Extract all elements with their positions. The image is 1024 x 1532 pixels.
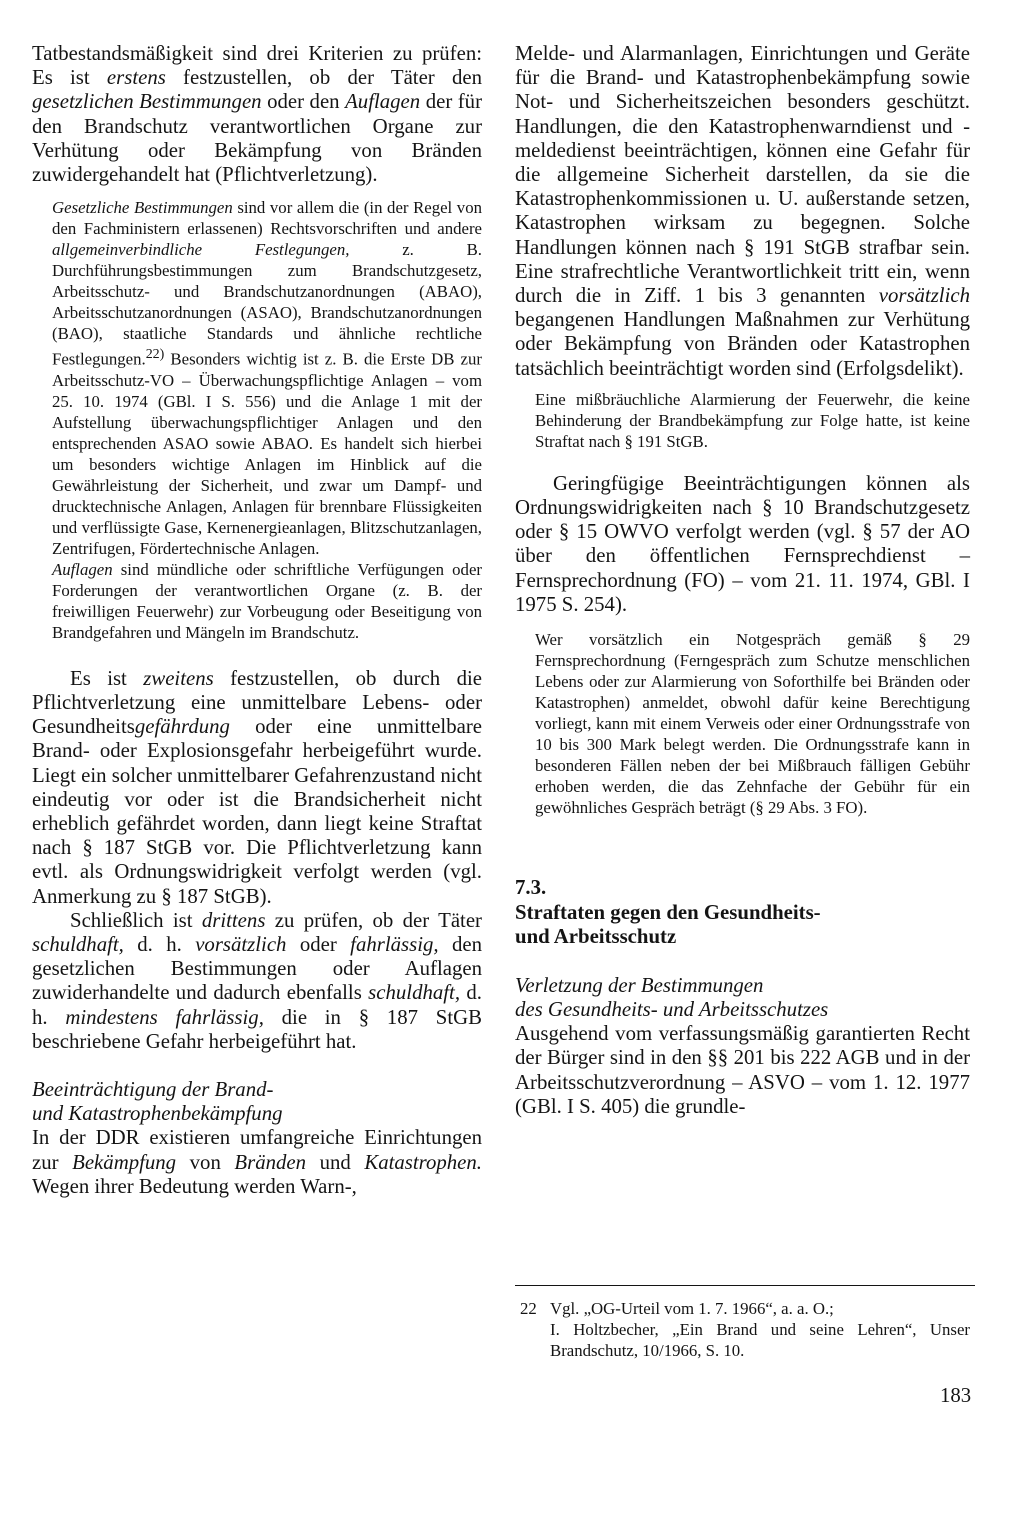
paragraph <box>515 42 970 381</box>
text-run: den gesetzlichen Bestimmungen oder Auflagen zuwiderhandelte und dadurch ebenfalls <box>32 933 482 1005</box>
emphasis: fahrlässig, <box>350 933 439 957</box>
emphasis: drittens <box>201 908 266 932</box>
emphasis: Bekämpfung <box>72 1150 177 1174</box>
left-column <box>32 42 482 1199</box>
footnote-text: Vgl. „OG-Urteil vom 1. 7. 1966“, a. a. O.; <box>550 1299 834 1318</box>
footnote-rule <box>515 1285 975 1286</box>
paragraph <box>32 667 482 909</box>
subheading-line: Verletzung der Bestimmungen <box>515 973 764 997</box>
emphasis: Gesetzliche Bestimmungen <box>52 198 233 218</box>
text-run: die in § 187 StGB beschriebene Gefahr herbeigeführt hat. <box>32 1005 482 1053</box>
emphasis: gefährdung <box>134 715 230 739</box>
note-paragraph <box>515 389 970 452</box>
subheading-line: des Gesundheits- und Arbeitsschutzes <box>515 998 829 1022</box>
emphasis: gesetzlichen Bestimmungen <box>32 90 262 114</box>
text-run: von <box>176 1150 235 1174</box>
note-paragraph <box>515 629 970 818</box>
footnote-ref: 22) <box>145 347 165 363</box>
section-title-line: Straftaten gegen den Gesundheits- <box>515 900 821 924</box>
subheading-line: Beeinträchtigung der Brand- <box>32 1078 274 1102</box>
text-run: Schließlich ist <box>70 908 202 932</box>
text-run: oder <box>286 933 351 957</box>
emphasis: zweitens <box>143 666 214 690</box>
text-run: oder den <box>261 90 346 114</box>
right-column <box>515 42 970 1119</box>
text-run: Es ist <box>70 666 144 690</box>
text-run: Eine mißbräuchliche Alarmierung der Feuerwehr, die keine Behinderung der Brandbekämpfung zur Folge hatte, ist keine Straftat nach § 191 StGB. <box>535 389 970 451</box>
text-run: Besonders wichtig ist z. B. die Erste DB zur Arbeitsschutz-VO – Überwachungspflichtige Anlagen – vom 25. 10. 1974 (GBl. I S. 556) und die Anlage 1 mit der Aufstellung überwachungspflichtiger Anlagen und den entsprechenden ASAO sowie ABAO. Es handelt sich hierbei um besonders wichtige Anlagen im Hinblick auf die Gewährleistung der Sicherheit, und zwar um Dampf- und drucktechnische Anlagen, Anlagen für brennbare Flüssigkeiten und verflüssigte Gase, Kernenergieanlagen, Blitzschutzanlagen, Zentrifugen, Fördertechnische Anlagen. <box>52 349 482 558</box>
footnote-first-line <box>520 1298 970 1319</box>
page-number: 183 <box>940 1384 972 1407</box>
text-run: festzustellen, ob durch die Pflichtverletzung eine unmittelbare Lebens- oder Gesundheits <box>32 666 482 739</box>
text-run: sind vor allem die (in der Regel von den Fachministern erlassenen) Rechtsvorschriften und andere <box>52 198 482 239</box>
emphasis: allgemeinverbindliche Festlegungen, <box>52 240 350 260</box>
text-run: Ausgehend vom verfassungsmäßig garantierten Recht der Bürger sind in den §§ 201 bis 222 AGB und in der Arbeitsschutzverordnung – ASVO – vom 1. 12. 1977 (GBl. I S. 405) die grundle- <box>515 1022 970 1118</box>
text-run: z. B. Durchführungsbestimmungen zum Brandschutzgesetz, Arbeitsschutz- und Brandschutzanordnungen (ABAO), Arbeitsschutzanordnungen (ASAO), Brandschutzanordnungen (BAO), staatliche Standards und ähnliche rechtliche Festlegungen. <box>52 240 482 369</box>
text-run: der für den Brandschutz verantwortlichen Organe zur Verhütung oder Bekämpfung von Bränden zuwidergehandelt hat (Pflichtverletzung). <box>32 90 482 187</box>
note-paragraph <box>32 197 482 559</box>
text-run: oder eine unmittelbare Brand- oder Explosionsgefahr herbeigeführt wurde. Liegt ein solcher unmittelbarer Gefahrenzustand nicht eindeutig vor oder ist die Brandsicherheit nicht erheblich gefährdet worden, dann liegt keine Straftat nach § 187 StGB vor. Die Pflichtverletzung kann evtl. als Ordnungswidrigkeit verfolgt werden (vgl. Anmerkung zu § 187 StGB). <box>32 715 482 908</box>
emphasis: vorsätzlich <box>195 933 287 957</box>
footnote-number: 22 <box>520 1299 537 1318</box>
subheading-line: und Katastrophenbekämpfung <box>32 1102 283 1126</box>
text-run: festzustellen, ob der Täter den <box>165 66 482 90</box>
emphasis: schuldhaft, <box>32 933 124 957</box>
paragraph <box>32 42 482 187</box>
note-paragraph <box>32 559 482 643</box>
emphasis: schuldhaft, <box>368 981 461 1005</box>
paragraph <box>32 1126 482 1199</box>
text-run: sind mündliche oder schriftliche Verfügungen oder Forderungen der verantwortlichen Organe (z. B. der freiwilligen Feuerwehr) zur Vorbeugung oder Beseitigung von Brandgefahren und Mängeln im Brandschutz. <box>52 559 482 642</box>
text-run: Tatbestandsmäßigkeit sind drei Kriterien zu prüfen: Es ist <box>32 42 482 90</box>
text-run: Wegen ihrer Bedeutung werden Warn-, <box>32 1174 357 1198</box>
emphasis: Katastrophen. <box>364 1150 483 1174</box>
paragraph <box>32 909 482 1054</box>
text-run: d. h. <box>32 981 483 1029</box>
section-title-line: und Arbeitsschutz <box>515 925 677 949</box>
text-run: und <box>306 1150 365 1174</box>
subheading <box>32 1078 482 1126</box>
subheading <box>515 974 970 1022</box>
text-run: Melde- und Alarmanlagen, Einrichtungen und Geräte für die Brand- und Katastrophenbekämpfung sowie Not- und Sicherheitszeichen besonders geschützt. Handlungen, die den Katastrophenwarndienst und -meldedienst beeinträchtigen, können eine Gefahr für die allgemeine Sicherheit darstellen, da sie die Katastrophenkommissionen u. U. außerstande setzen, Katastrophen wirksam zu begegnen. Solche Handlungen können nach § 191 StGB strafbar sein. Eine strafrechtliche Verantwortlichkeit tritt ein, wenn durch die in Ziff. 1 bis 3 genannten <box>515 42 970 308</box>
emphasis: mindestens fahrlässig, <box>65 1005 264 1029</box>
emphasis: vorsätzlich <box>878 284 970 308</box>
emphasis: erstens <box>106 66 166 90</box>
text-run: d. h. <box>123 933 196 957</box>
text-run: Geringfügige Beeinträchtigungen können als Ordnungswidrigkeiten nach § 10 Brandschutzgesetz oder § 15 OWVO verfolgt werden (vgl. § 57 der AO über den öffentlichen Fernsprechdienst – Fernsprechordnung (FO) – vom 21. 11. 1974, GBl. I 1975 S. 254). <box>515 471 970 616</box>
text-run: Wer vorsätzlich ein Notgespräch gemäß § 29 Fernsprechordnung (Ferngespräch zum Schutze menschlichen Lebens oder zur Alarmierung von Soforthilfe bei Bränden oder Katastrophen) anmeldet, obwohl dafür keine Berechtigung vorliegt, kann mit einem Verweis oder einer Ordnungsstrafe von 10 bis 300 Mark belegt werden. Die Ordnungsstrafe kann in besonderen Fällen neben der bei Mißbrauch fälligen Gebühr erhoben werden, die das Zehnfache der Gebühr für ein gewöhnliches Gespräch beträgt (§ 29 Abs. 3 FO). <box>535 630 970 818</box>
text-run: begangenen Handlungen Maßnahmen zur Verhütung oder Bekämpfung von Bränden oder Katastrophen tatsächlich beeinträchtigt worden sind (Erfolgsdelikt). <box>515 308 970 380</box>
emphasis: Auflagen <box>345 90 421 114</box>
section-number: 7.3. <box>515 876 547 900</box>
text-run: zu prüfen, ob der Täter <box>265 908 482 932</box>
paragraph <box>515 1022 970 1119</box>
text-run: In der DDR existieren umfangreiche Einrichtungen zur <box>32 1126 482 1174</box>
footnote <box>520 1298 970 1361</box>
emphasis: Auflagen <box>52 559 113 579</box>
emphasis: Bränden <box>234 1150 307 1174</box>
footnote-text: I. Holtzbecher, „Ein Brand und seine Lehren“, Unser Brandschutz, 10/1966, S. 10. <box>550 1320 970 1360</box>
paragraph <box>515 472 970 617</box>
section-heading <box>515 876 970 950</box>
